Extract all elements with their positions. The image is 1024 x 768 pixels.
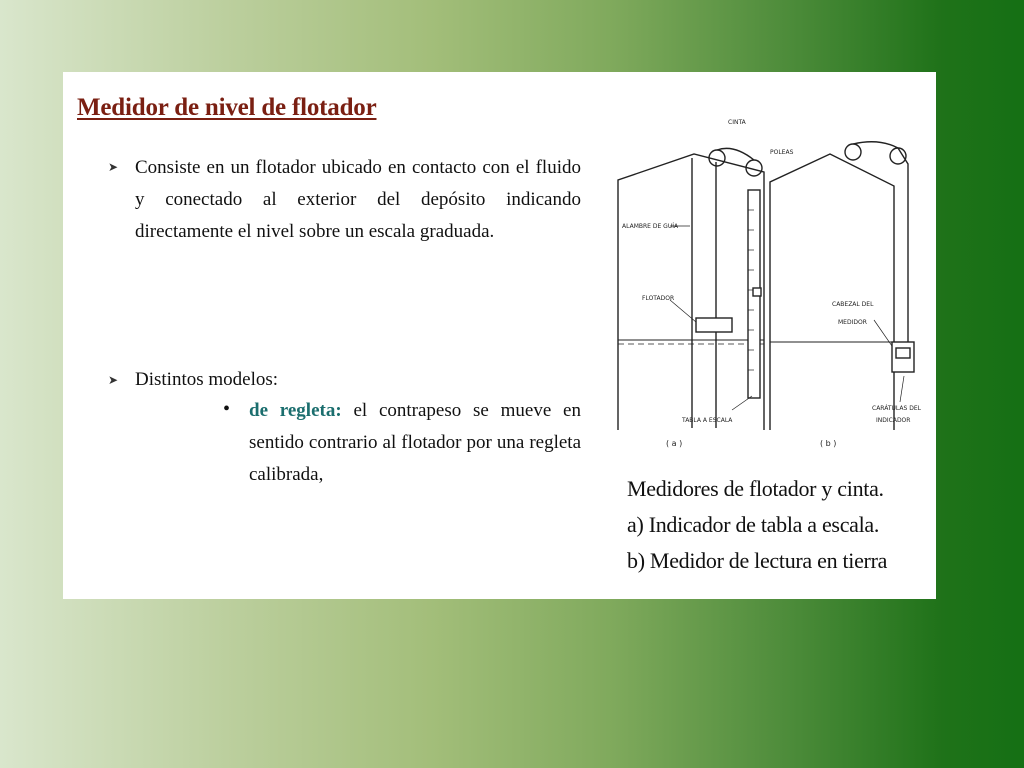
arrow-bullet-icon: ➤: [108, 160, 119, 174]
bullet-description: Consiste en un flotador ubicado en contacto con el fluido y conectado al exterior del depósito indicando directamente el nivel sobre un escala graduada.: [135, 157, 581, 242]
label-indicador: INDICADOR: [876, 417, 911, 424]
bullet-regleta: [249, 395, 581, 491]
caption-line-3: b) Medidor de lectura en tierra: [627, 548, 888, 573]
arrow-bullet-icon: ➤: [108, 373, 119, 387]
float-shape: [696, 318, 732, 332]
label-cinta: CINTA: [728, 119, 746, 126]
regleta-label: de regleta:: [249, 400, 342, 421]
float-gauge-diagram: [604, 110, 934, 470]
label-flotador: FLOTADOR: [642, 295, 675, 302]
dot-bullet-icon: •: [223, 398, 231, 420]
tank-a-outline: [618, 154, 764, 430]
tank-b-outline: [770, 154, 894, 430]
slide-panel: [63, 72, 936, 599]
indicator-box: [892, 342, 914, 372]
label-poleas: POLEAS: [770, 149, 794, 156]
label-b: ( b ): [820, 439, 837, 448]
regleta-text: el contrapeso se mueve en sentido contrario al flotador por una regleta calibrada,: [249, 400, 581, 485]
slide-title: Medidor de nivel de flotador: [77, 94, 377, 121]
caption-line-2: a) Indicador de tabla a escala.: [627, 512, 880, 537]
label-a: ( a ): [666, 439, 683, 448]
caption-line-1: Medidores de flotador y cinta.: [627, 476, 884, 501]
label-medidor: MEDIDOR: [838, 319, 867, 326]
bullet-models: Distintos modelos:: [135, 369, 279, 390]
label-caratulas: CARÁTULAS DEL: [872, 405, 921, 412]
label-tabla: TABLA A ESCALA: [682, 417, 733, 424]
label-cabezal: CABEZAL DEL: [832, 301, 874, 308]
label-alambres: ALAMBRE DE GUÍA: [622, 223, 679, 230]
